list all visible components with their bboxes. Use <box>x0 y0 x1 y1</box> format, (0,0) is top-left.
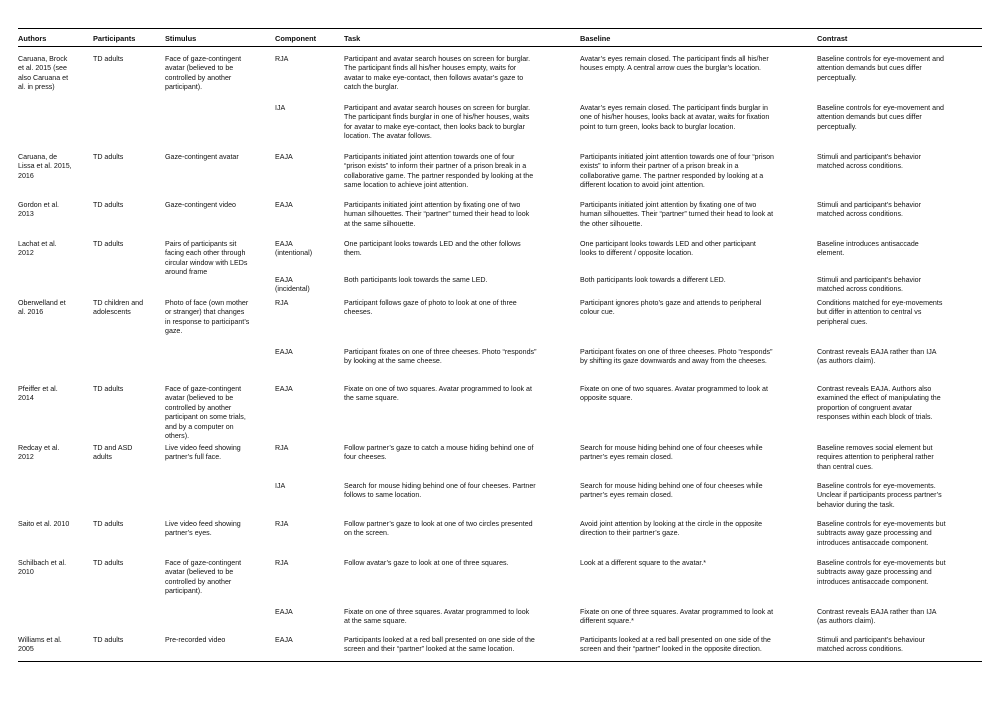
participants-cell: TD adults <box>93 240 124 248</box>
table-top-rule <box>18 28 982 29</box>
component-cell: EAJA (incidental) <box>275 276 310 294</box>
baseline-cell: Participant ignores photo’s gaze and attends to peripheral colour cue. <box>580 299 762 317</box>
component-cell: EAJA <box>275 636 293 644</box>
contrast-cell: Stimuli and participant’s behavior matched across conditions. <box>817 201 921 219</box>
component-cell: IJA <box>275 104 286 112</box>
baseline-cell: Avatar’s eyes remain closed. The participant finds burglar in one of his/her houses, looks back at avatar, waits for fixation point to turn green, looks back to burglar location. <box>580 104 770 131</box>
baseline-cell: Fixate on one of two squares. Avatar programmed to look at opposite square. <box>580 385 768 403</box>
authors-cell: Oberwelland et al. 2016 <box>18 299 66 317</box>
stimulus-cell: Live video feed showing partner’s full face. <box>165 444 241 462</box>
contrast-header: Contrast <box>817 34 848 43</box>
participants-cell: TD children and adolescents <box>93 299 144 317</box>
baseline-cell: Avoid joint attention by looking at the circle in the opposite direction to their partner’s gaze. <box>580 520 763 538</box>
contrast-cell: Contrast reveals EAJA rather than IJA (as authors claim). <box>817 608 937 626</box>
contrast-cell: Baseline controls for eye-movements but subtracts away gaze processing and introduces antisaccade component. <box>817 559 946 586</box>
authors-cell: Lachat et al. 2012 <box>18 240 57 258</box>
contrast-cell: Baseline controls for eye-movement and attention demands but cues differ perceptually. <box>817 104 944 131</box>
component-cell: IJA <box>275 482 286 490</box>
participants-cell: TD and ASD adults <box>93 444 133 462</box>
task-cell: Participant fixates on one of three cheeses. Photo “responds” by looking at the same cheese. <box>344 348 537 366</box>
stimulus-cell: Face of gaze-contingent avatar (believed to be controlled by another participant on some trials, and by a computer on others). <box>165 385 246 441</box>
participants-header: Participants <box>93 34 136 43</box>
participants-cell: TD adults <box>93 55 124 63</box>
contrast-cell: Stimuli and participant’s behaviour matched across conditions. <box>817 636 925 654</box>
authors-header: Authors <box>18 34 47 43</box>
task-cell: Fixate on one of three squares. Avatar programmed to look at the same square. <box>344 608 530 626</box>
authors-cell: Gordon et al. 2013 <box>18 201 60 219</box>
contrast-cell: Baseline controls for eye-movement and attention demands but cues differ perceptually. <box>817 55 944 82</box>
task-cell: One participant looks towards LED and the other follows them. <box>344 240 521 258</box>
baseline-cell: Participants initiated joint attention by fixating one of two human silhouettes. Their “partner” turned their head to look at the other silhouette. <box>580 201 774 228</box>
authors-cell: Caruana, Brock et al. 2015 (see also Caruana et al. in press) <box>18 55 69 92</box>
task-cell: Search for mouse hiding behind one of four cheeses. Partner follows to same location. <box>344 482 536 500</box>
participants-cell: TD adults <box>93 201 124 209</box>
baseline-header: Baseline <box>580 34 611 43</box>
baseline-cell: Both participants look towards a different LED. <box>580 276 726 284</box>
stimulus-cell: Live video feed showing partner’s eyes. <box>165 520 241 538</box>
contrast-cell: Baseline controls for eye-movements but subtracts away gaze processing and introduces antisaccade component. <box>817 520 946 547</box>
component-cell: RJA <box>275 55 289 63</box>
authors-cell: Schilbach et al. 2010 <box>18 559 67 577</box>
stimulus-cell: Pairs of participants sit facing each other through circular window with LEDs around frame <box>165 240 248 277</box>
authors-cell: Pfeiffer et al. 2014 <box>18 385 58 403</box>
authors-cell: Redcay et al. 2012 <box>18 444 60 462</box>
component-cell: EAJA <box>275 153 293 161</box>
component-cell: RJA <box>275 520 289 528</box>
authors-cell: Saito et al. 2010 <box>18 520 70 528</box>
task-cell: Participant and avatar search houses on screen for burglar. The participant finds all his/her houses empty, waits for avatar to make eye-contact, then follows avatar’s gaze to catch the burglar. <box>344 55 531 92</box>
contrast-cell: Contrast reveals EAJA. Authors also examined the effect of manipulating the proportion of congruent avatar responses within each block of trials. <box>817 385 941 422</box>
stimulus-cell: Face of gaze-contingent avatar (believed to be controlled by another participant). <box>165 55 242 92</box>
component-cell: EAJA <box>275 348 293 356</box>
task-header: Task <box>344 34 361 43</box>
stimulus-cell: Pre-recorded video <box>165 636 226 644</box>
baseline-cell: Avatar’s eyes remain closed. The participant finds all his/her houses empty. A central arrow cues the burglar’s location. <box>580 55 769 73</box>
component-cell: EAJA (intentional) <box>275 240 313 258</box>
contrast-cell: Baseline removes social element but requires attention to peripheral rather than central cues. <box>817 444 934 471</box>
participants-cell: TD adults <box>93 636 124 644</box>
participants-cell: TD adults <box>93 520 124 528</box>
component-cell: EAJA <box>275 608 293 616</box>
baseline-cell: Search for mouse hiding behind one of four cheeses while partner’s eyes remain closed. <box>580 444 763 462</box>
stimulus-cell: Face of gaze-contingent avatar (believed to be controlled by another participant). <box>165 559 242 596</box>
task-cell: Participant and avatar search houses on screen for burglar. The participant finds burglar in one of his/her houses, waits for avatar to make eye-contact, then looks back to burglar location. The avatar follows. <box>344 104 531 141</box>
baseline-cell: Look at a different square to the avatar.* <box>580 559 707 567</box>
contrast-cell: Conditions matched for eye-movements but differ in attention to central vs peripheral cues. <box>817 299 943 326</box>
component-header: Component <box>275 34 317 43</box>
baseline-cell: Participants initiated joint attention towards one of four “prison exists” to inform their partner of a prison break in a collaborative game. The partner responded by looking at a different location to avoid joint attention. <box>580 153 775 190</box>
table-bottom-rule <box>18 661 982 662</box>
baseline-cell: Participants looked at a red ball presented on one side of the screen and their “partner” looked in the opposite direction. <box>580 636 771 654</box>
authors-cell: Caruana, de Lissa et al. 2015, 2016 <box>18 153 72 180</box>
task-cell: Participants looked at a red ball presented on one side of the screen and their “partner” looked at the same location. <box>344 636 535 654</box>
task-cell: Participants initiated joint attention by fixating one of two human silhouettes. Their “partner” turned their head to look at the same silhouette. <box>344 201 530 228</box>
contrast-cell: Stimuli and participant’s behavior matched across conditions. <box>817 276 921 294</box>
task-cell: Fixate on one of two squares. Avatar programmed to look at the same square. <box>344 385 532 403</box>
task-cell: Participants initiated joint attention towards one of four “prison exists” to inform their partner of a prison break in a collaborative game. The partner responded by looking at the same location to achieve joint attention. <box>344 153 534 190</box>
baseline-cell: One participant looks towards LED and other participant looks to different / opposite location. <box>580 240 756 258</box>
baseline-cell: Participant fixates on one of three cheeses. Photo “responds” by shifting its gaze downwards and away from the cheeses. <box>580 348 773 366</box>
stimulus-cell: Photo of face (own mother or stranger) that changes in response to participant’s gaze. <box>165 299 250 336</box>
participants-cell: TD adults <box>93 559 124 567</box>
contrast-cell: Contrast reveals EAJA rather than IJA (as authors claim). <box>817 348 937 366</box>
table-header-rule <box>18 46 982 47</box>
stimulus-cell: Gaze-contingent video <box>165 201 236 209</box>
stimulus-header: Stimulus <box>165 34 197 43</box>
authors-cell: Williams et al. 2005 <box>18 636 62 654</box>
contrast-cell: Baseline controls for eye-movements. Unclear if participants process partner’s behavior during the task. <box>817 482 942 509</box>
participants-cell: TD adults <box>93 153 124 161</box>
contrast-cell: Baseline introduces antisaccade element. <box>817 240 919 258</box>
component-cell: RJA <box>275 559 289 567</box>
stimulus-cell: Gaze-contingent avatar <box>165 153 239 161</box>
component-cell: EAJA <box>275 201 293 209</box>
task-cell: Participant follows gaze of photo to look at one of three cheeses. <box>344 299 517 317</box>
component-cell: RJA <box>275 299 289 307</box>
participants-cell: TD adults <box>93 385 124 393</box>
component-cell: RJA <box>275 444 289 452</box>
task-cell: Follow avatar’s gaze to look at one of three squares. <box>344 559 509 567</box>
task-cell: Follow partner’s gaze to look at one of two circles presented on the screen. <box>344 520 533 538</box>
baseline-cell: Fixate on one of three squares. Avatar programmed to look at different square.* <box>580 608 774 626</box>
task-cell: Both participants look towards the same LED. <box>344 276 488 284</box>
contrast-cell: Stimuli and participant’s behavior matched across conditions. <box>817 153 921 171</box>
baseline-cell: Search for mouse hiding behind one of four cheeses while partner’s eyes remain closed. <box>580 482 763 500</box>
component-cell: EAJA <box>275 385 293 393</box>
task-cell: Follow partner’s gaze to catch a mouse hiding behind one of four cheeses. <box>344 444 534 462</box>
